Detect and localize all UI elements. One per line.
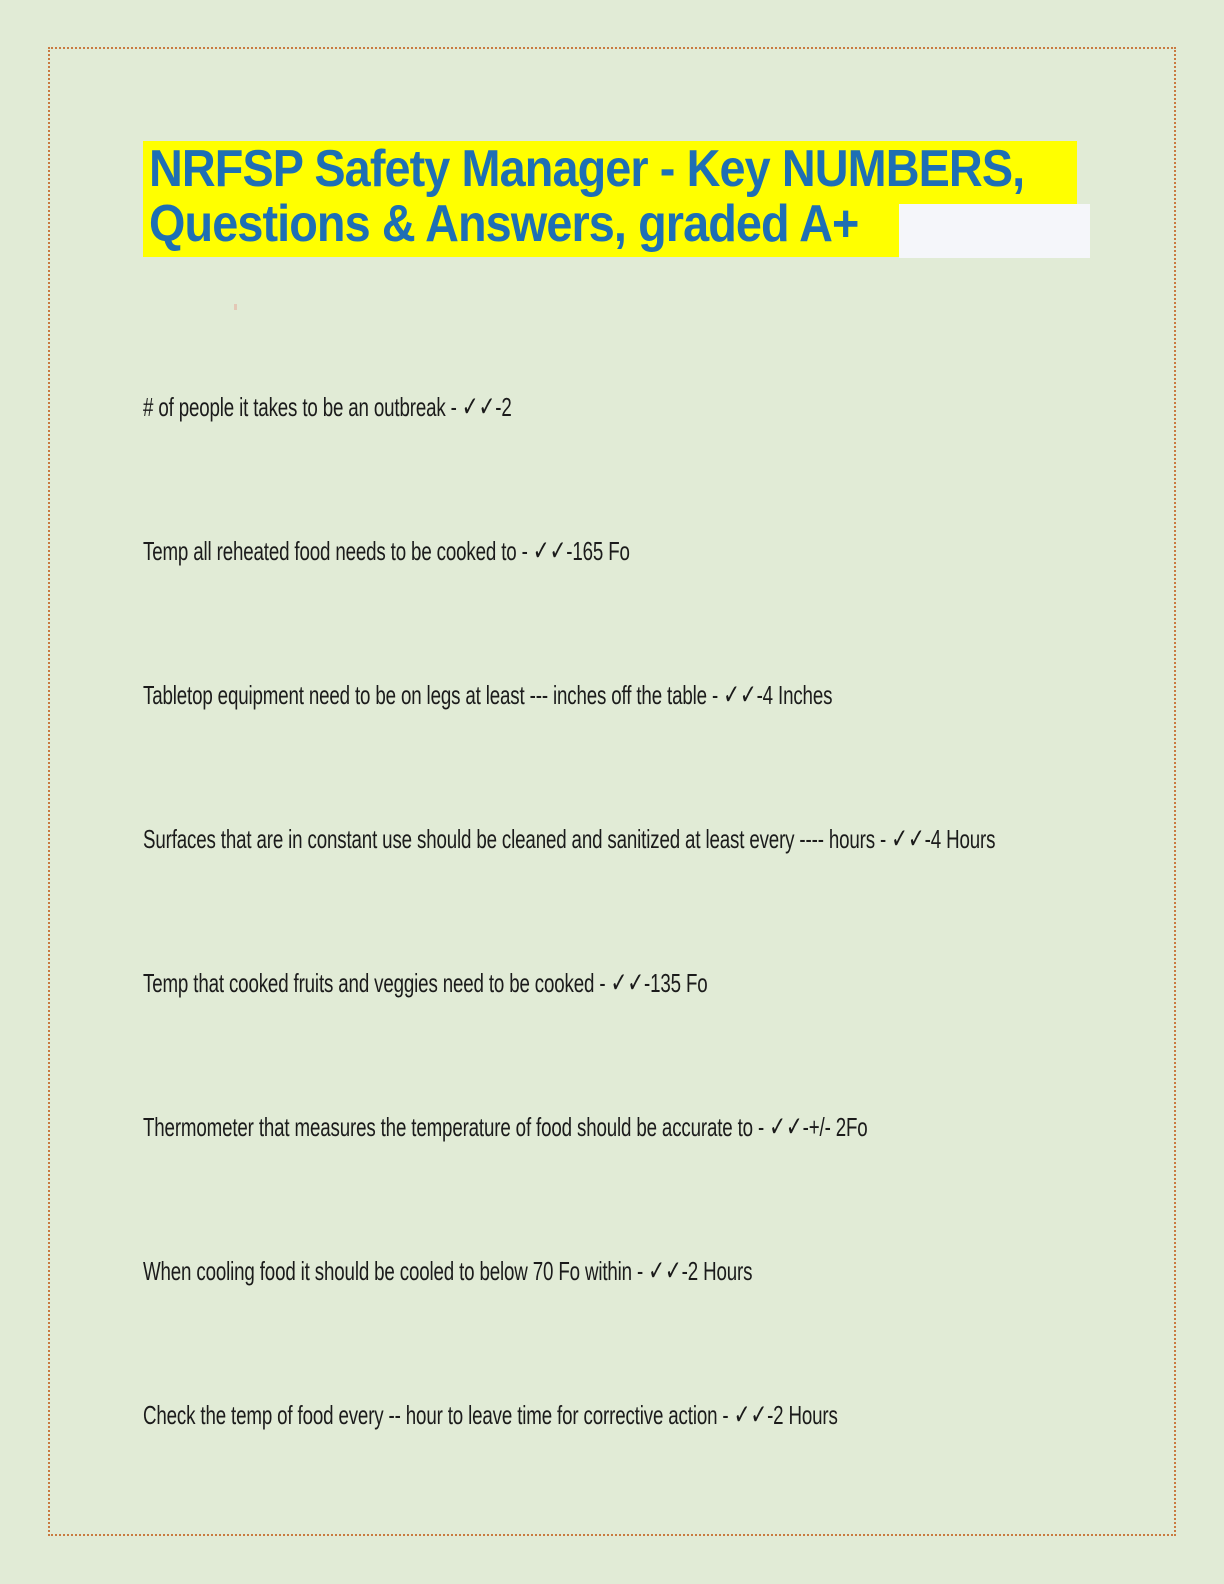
qa-item-2 (143, 536, 630, 566)
answer-text: -165 Fo (566, 536, 630, 566)
checkmarks-icon: ✓✓ (769, 1110, 803, 1143)
question-text: Tabletop equipment need to be on legs at least --- inches off the table - (143, 680, 724, 710)
answer-text: -4 Hours (924, 824, 996, 854)
qa-item-7 (143, 1256, 752, 1286)
question-text: Thermometer that measures the temperature of food should be accurate to - (143, 1112, 770, 1142)
qa-item-3 (143, 680, 832, 710)
qa-item-6 (143, 1112, 868, 1142)
answer-text: -135 Fo (644, 968, 708, 998)
qa-item-8 (143, 1400, 838, 1430)
question-text: Temp all reheated food needs to be cooked to - (143, 536, 533, 566)
checkmarks-icon: ✓✓ (648, 1254, 682, 1287)
question-text: Check the temp of food every -- hour to leave time for corrective action - (143, 1400, 734, 1430)
checkmarks-icon: ✓✓ (461, 390, 496, 423)
checkmarks-icon: ✓✓ (723, 678, 757, 711)
qa-item-5 (143, 968, 708, 998)
question-text: When cooling food it should be cooled to below 70 Fo within - (143, 1256, 649, 1286)
answer-text: -4 Inches (756, 680, 833, 710)
page-title-line-2: Questions & Answers, graded A+ (149, 195, 859, 253)
answer-text: -2 (495, 392, 512, 422)
answer-text: -2 Hours (767, 1400, 838, 1430)
question-text: Temp that cooked fruits and veggies need to be cooked - (143, 968, 611, 998)
question-text: Surfaces that are in constant use should be cleaned and sanitized at least every ---- hours - (143, 824, 892, 854)
qa-item-4 (143, 824, 995, 854)
page-border (48, 47, 1176, 1536)
qa-item-1 (143, 392, 512, 422)
redaction-box (899, 204, 1090, 258)
answer-text: -+/- 2Fo (802, 1112, 868, 1142)
checkmarks-icon: ✓✓ (610, 966, 645, 999)
checkmarks-icon: ✓✓ (891, 822, 925, 855)
checkmarks-icon: ✓✓ (532, 534, 567, 567)
scan-artifact (234, 304, 237, 310)
checkmarks-icon: ✓✓ (733, 1398, 768, 1431)
question-text: # of people it takes to be an outbreak - (143, 392, 462, 422)
page-title-line-1: NRFSP Safety Manager - Key NUMBERS, (149, 140, 1025, 198)
answer-text: -2 Hours (681, 1256, 753, 1286)
